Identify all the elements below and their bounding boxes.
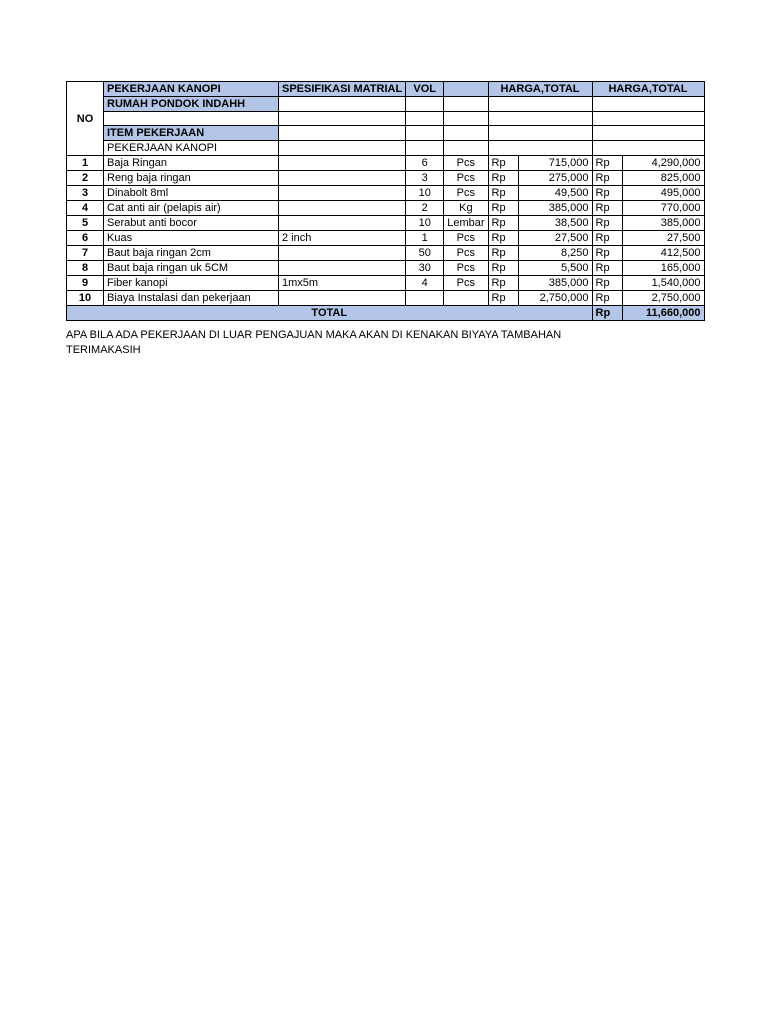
item-currency: Rp: [488, 216, 518, 231]
item-vol: 6: [406, 156, 444, 171]
item-name: Fiber kanopi: [104, 276, 279, 291]
table-row: [67, 231, 705, 246]
item-unit: Pcs: [444, 186, 488, 201]
item-total-currency: Rp: [592, 246, 622, 261]
item-unit: [444, 291, 488, 306]
item-no: 1: [67, 156, 104, 171]
item-name: Kuas: [104, 231, 279, 246]
item-total: 825,000: [622, 171, 704, 186]
item-price: 27,500: [518, 231, 592, 246]
item-price: 5,500: [518, 261, 592, 276]
project-row: [67, 97, 705, 112]
empty-cell: [488, 112, 592, 126]
item-vol: 3: [406, 171, 444, 186]
grand-total-label: TOTAL: [67, 306, 593, 321]
empty-cell: [406, 97, 444, 112]
item-total: 412,500: [622, 246, 704, 261]
item-unit: Pcs: [444, 261, 488, 276]
empty-cell: [592, 141, 704, 156]
item-vol: 10: [406, 216, 444, 231]
cost-estimate-table: [66, 81, 705, 321]
empty-cell: [444, 141, 488, 156]
header-row: [67, 82, 705, 97]
item-no: 4: [67, 201, 104, 216]
item-total: 165,000: [622, 261, 704, 276]
item-total: 4,290,000: [622, 156, 704, 171]
table-row: [67, 201, 705, 216]
item-spec: [279, 156, 406, 171]
item-vol: [406, 291, 444, 306]
item-spec: [279, 291, 406, 306]
item-total-currency: Rp: [592, 276, 622, 291]
item-price: 275,000: [518, 171, 592, 186]
item-vol: 1: [406, 231, 444, 246]
item-spec: [279, 246, 406, 261]
item-name: Baut baja ringan 2cm: [104, 246, 279, 261]
item-total-currency: Rp: [592, 291, 622, 306]
empty-cell: [406, 141, 444, 156]
total-header: HARGA,TOTAL: [592, 82, 704, 97]
item-total: 2,750,000: [622, 291, 704, 306]
subsection-row: [67, 141, 705, 156]
empty-cell: [592, 97, 704, 112]
item-no: 3: [67, 186, 104, 201]
item-spec: 1mx5m: [279, 276, 406, 291]
item-no: 7: [67, 246, 104, 261]
empty-cell: [488, 97, 592, 112]
unit-header: [444, 82, 488, 97]
item-price: 49,500: [518, 186, 592, 201]
item-total: 770,000: [622, 201, 704, 216]
table-row: [67, 186, 705, 201]
spec-header: SPESIFIKASI MATRIAL: [279, 82, 406, 97]
item-name: Biaya Instalasi dan pekerjaan: [104, 291, 279, 306]
item-vol: 4: [406, 276, 444, 291]
item-spec: [279, 216, 406, 231]
item-unit: Pcs: [444, 276, 488, 291]
empty-cell: [279, 112, 406, 126]
item-spec: [279, 171, 406, 186]
item-unit: Pcs: [444, 231, 488, 246]
item-name: Serabut anti bocor: [104, 216, 279, 231]
item-no: 8: [67, 261, 104, 276]
empty-cell: [444, 126, 488, 141]
notes: [66, 328, 561, 358]
item-no: 10: [67, 291, 104, 306]
item-total-currency: Rp: [592, 186, 622, 201]
note-extra-cost: APA BILA ADA PEKERJAAN DI LUAR PENGAJUAN MAKA AKAN DI KENAKAN BIYAYA TAMBAHAN: [66, 329, 562, 341]
item-vol: 2: [406, 201, 444, 216]
item-currency: Rp: [488, 231, 518, 246]
item-total-currency: Rp: [592, 201, 622, 216]
empty-cell: [444, 97, 488, 112]
empty-cell: [444, 112, 488, 126]
item-no: 9: [67, 276, 104, 291]
grand-total-value: 11,660,000: [622, 306, 704, 321]
item-currency: Rp: [488, 291, 518, 306]
item-unit: Pcs: [444, 171, 488, 186]
item-no: 2: [67, 171, 104, 186]
item-unit: Lembar: [444, 216, 488, 231]
item-price: 715,000: [518, 156, 592, 171]
empty-cell: [279, 97, 406, 112]
section-row: [67, 126, 705, 141]
table-row: [67, 156, 705, 171]
item-total: 495,000: [622, 186, 704, 201]
item-spec: [279, 186, 406, 201]
grand-total-currency: Rp: [592, 306, 622, 321]
table-row: [67, 216, 705, 231]
no-header: NO: [67, 82, 104, 156]
item-price: 385,000: [518, 276, 592, 291]
item-total-currency: Rp: [592, 231, 622, 246]
item-spec: 2 inch: [279, 231, 406, 246]
empty-cell: [488, 141, 592, 156]
empty-cell: [488, 126, 592, 141]
note-thanks: TERIMAKASIH: [66, 344, 141, 356]
table-row: [67, 171, 705, 186]
job-header: PEKERJAAN KANOPI: [104, 82, 279, 97]
item-no: 5: [67, 216, 104, 231]
empty-cell: [592, 112, 704, 126]
item-unit: Kg: [444, 201, 488, 216]
item-unit: Pcs: [444, 156, 488, 171]
item-currency: Rp: [488, 201, 518, 216]
item-spec: [279, 201, 406, 216]
section-title: ITEM PEKERJAAN: [104, 126, 279, 141]
item-total-currency: Rp: [592, 171, 622, 186]
table-row: [67, 291, 705, 306]
price-header: HARGA,TOTAL: [488, 82, 592, 97]
item-spec: [279, 261, 406, 276]
empty-cell: [279, 141, 406, 156]
empty-cell: [592, 126, 704, 141]
item-currency: Rp: [488, 156, 518, 171]
vol-header: VOL: [406, 82, 444, 97]
table-row: [67, 261, 705, 276]
item-name: Reng baja ringan: [104, 171, 279, 186]
empty-cell: [279, 126, 406, 141]
subsection-title: PEKERJAAN KANOPI: [104, 141, 279, 156]
item-total: 385,000: [622, 216, 704, 231]
item-total: 27,500: [622, 231, 704, 246]
item-currency: Rp: [488, 276, 518, 291]
item-unit: Pcs: [444, 246, 488, 261]
item-price: 8,250: [518, 246, 592, 261]
item-vol: 50: [406, 246, 444, 261]
spacer-row: [67, 112, 705, 126]
table-row: [67, 276, 705, 291]
item-total-currency: Rp: [592, 156, 622, 171]
item-price: 38,500: [518, 216, 592, 231]
item-name: Dinabolt 8ml: [104, 186, 279, 201]
item-no: 6: [67, 231, 104, 246]
item-currency: Rp: [488, 261, 518, 276]
item-total: 1,540,000: [622, 276, 704, 291]
item-total-currency: Rp: [592, 216, 622, 231]
empty-cell: [406, 126, 444, 141]
empty-cell: [406, 112, 444, 126]
project-name: RUMAH PONDOK INDAHH: [104, 97, 279, 112]
item-vol: 10: [406, 186, 444, 201]
item-vol: 30: [406, 261, 444, 276]
empty-cell: [104, 112, 279, 126]
table-row: [67, 246, 705, 261]
item-price: 2,750,000: [518, 291, 592, 306]
item-currency: Rp: [488, 171, 518, 186]
item-price: 385,000: [518, 201, 592, 216]
item-currency: Rp: [488, 246, 518, 261]
grand-total-row: [67, 306, 705, 321]
item-currency: Rp: [488, 186, 518, 201]
item-name: Baja Ringan: [104, 156, 279, 171]
item-total-currency: Rp: [592, 261, 622, 276]
item-name: Baut baja ringan uk 5CM: [104, 261, 279, 276]
item-name: Cat anti air (pelapis air): [104, 201, 279, 216]
